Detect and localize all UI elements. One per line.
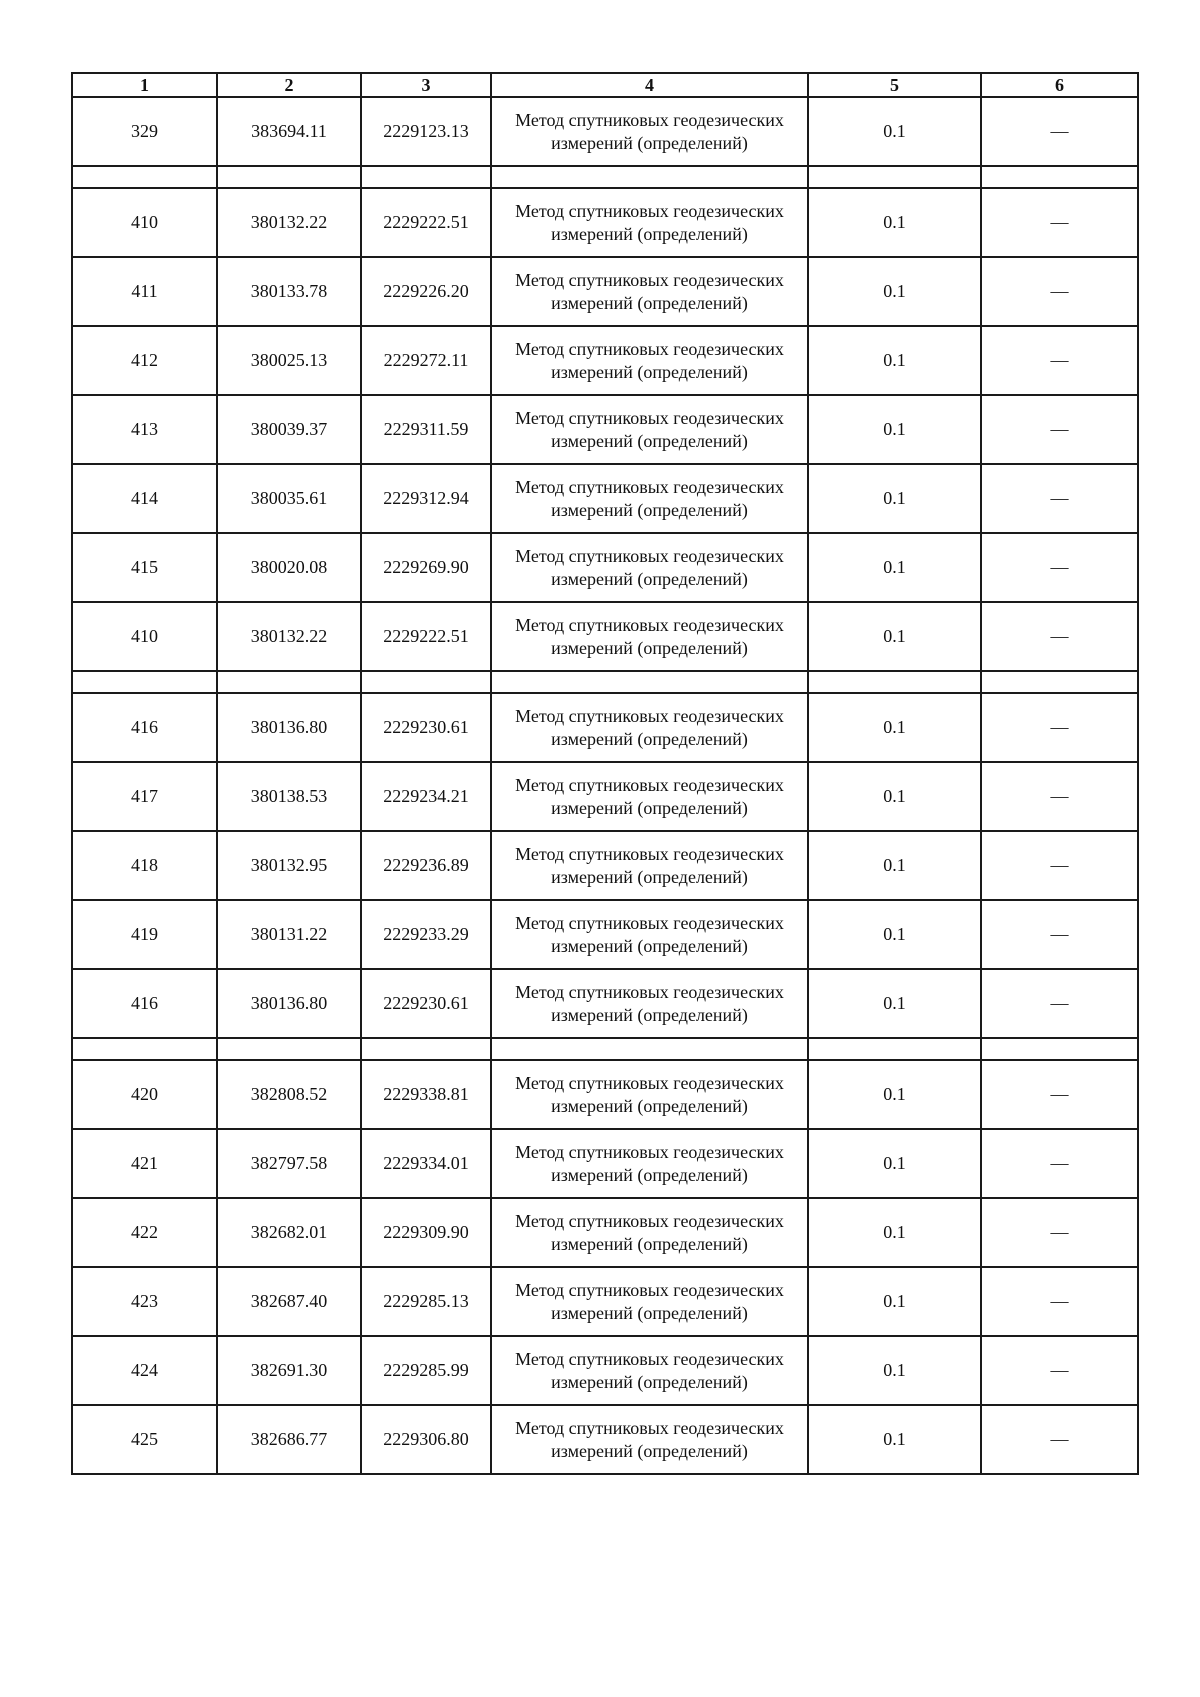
- note-cell: —: [981, 533, 1138, 602]
- empty-cell: [491, 1038, 808, 1060]
- empty-cell: [361, 166, 491, 188]
- point-number-cell: 410: [72, 602, 217, 671]
- empty-cell: [72, 166, 217, 188]
- empty-cell: [808, 671, 981, 693]
- point-number-cell: 415: [72, 533, 217, 602]
- empty-cell: [808, 166, 981, 188]
- header-cell-1: 1: [72, 73, 217, 97]
- x-coordinate-cell: 380133.78: [217, 257, 361, 326]
- table-row: [72, 969, 1138, 1038]
- note-cell: —: [981, 1336, 1138, 1405]
- note-cell: —: [981, 188, 1138, 257]
- method-cell: Метод спутниковых геодезических измерений (определений): [491, 1405, 808, 1474]
- table-row: [72, 395, 1138, 464]
- note-cell: —: [981, 1129, 1138, 1198]
- x-coordinate-cell: 380020.08: [217, 533, 361, 602]
- note-cell: —: [981, 326, 1138, 395]
- method-cell: Метод спутниковых геодезических измерений (определений): [491, 257, 808, 326]
- empty-cell: [361, 1038, 491, 1060]
- blank-separator-row: [72, 166, 1138, 188]
- y-coordinate-cell: 2229311.59: [361, 395, 491, 464]
- table-row: [72, 602, 1138, 671]
- x-coordinate-cell: 380132.95: [217, 831, 361, 900]
- point-number-cell: 411: [72, 257, 217, 326]
- empty-cell: [491, 166, 808, 188]
- table-row: [72, 693, 1138, 762]
- point-number-cell: 420: [72, 1060, 217, 1129]
- y-coordinate-cell: 2229123.13: [361, 97, 491, 166]
- point-number-cell: 423: [72, 1267, 217, 1336]
- x-coordinate-cell: 383694.11: [217, 97, 361, 166]
- table-row: [72, 1198, 1138, 1267]
- point-number-cell: 412: [72, 326, 217, 395]
- point-number-cell: 416: [72, 969, 217, 1038]
- empty-cell: [217, 671, 361, 693]
- method-cell: Метод спутниковых геодезических измерений (определений): [491, 969, 808, 1038]
- point-number-cell: 413: [72, 395, 217, 464]
- note-cell: —: [981, 97, 1138, 166]
- x-coordinate-cell: 382686.77: [217, 1405, 361, 1474]
- header-cell-4: 4: [491, 73, 808, 97]
- method-cell: Метод спутниковых геодезических измерений (определений): [491, 188, 808, 257]
- table-row: [72, 533, 1138, 602]
- point-number-cell: 425: [72, 1405, 217, 1474]
- x-coordinate-cell: 382682.01: [217, 1198, 361, 1267]
- table-row: [72, 1060, 1138, 1129]
- y-coordinate-cell: 2229233.29: [361, 900, 491, 969]
- y-coordinate-cell: 2229285.13: [361, 1267, 491, 1336]
- table-row: [72, 257, 1138, 326]
- blank-separator-row: [72, 671, 1138, 693]
- point-number-cell: 414: [72, 464, 217, 533]
- accuracy-cell: 0.1: [808, 1405, 981, 1474]
- note-cell: —: [981, 257, 1138, 326]
- header-row: [72, 73, 1138, 97]
- accuracy-cell: 0.1: [808, 762, 981, 831]
- point-number-cell: 410: [72, 188, 217, 257]
- x-coordinate-cell: 380039.37: [217, 395, 361, 464]
- y-coordinate-cell: 2229309.90: [361, 1198, 491, 1267]
- header-cell-2: 2: [217, 73, 361, 97]
- x-coordinate-cell: 380138.53: [217, 762, 361, 831]
- y-coordinate-cell: 2229236.89: [361, 831, 491, 900]
- blank-separator-row: [72, 1038, 1138, 1060]
- note-cell: —: [981, 1060, 1138, 1129]
- accuracy-cell: 0.1: [808, 533, 981, 602]
- empty-cell: [72, 671, 217, 693]
- y-coordinate-cell: 2229306.80: [361, 1405, 491, 1474]
- point-number-cell: 416: [72, 693, 217, 762]
- empty-cell: [361, 671, 491, 693]
- x-coordinate-cell: 382808.52: [217, 1060, 361, 1129]
- x-coordinate-cell: 382687.40: [217, 1267, 361, 1336]
- accuracy-cell: 0.1: [808, 1267, 981, 1336]
- point-number-cell: 424: [72, 1336, 217, 1405]
- accuracy-cell: 0.1: [808, 1336, 981, 1405]
- empty-cell: [981, 1038, 1138, 1060]
- table-header: [72, 73, 1138, 97]
- header-cell-5: 5: [808, 73, 981, 97]
- empty-cell: [217, 1038, 361, 1060]
- accuracy-cell: 0.1: [808, 188, 981, 257]
- y-coordinate-cell: 2229334.01: [361, 1129, 491, 1198]
- empty-cell: [72, 1038, 217, 1060]
- accuracy-cell: 0.1: [808, 257, 981, 326]
- table-row: [72, 1336, 1138, 1405]
- note-cell: —: [981, 900, 1138, 969]
- method-cell: Метод спутниковых геодезических измерений (определений): [491, 1060, 808, 1129]
- accuracy-cell: 0.1: [808, 900, 981, 969]
- note-cell: —: [981, 395, 1138, 464]
- y-coordinate-cell: 2229312.94: [361, 464, 491, 533]
- note-cell: —: [981, 1405, 1138, 1474]
- y-coordinate-cell: 2229269.90: [361, 533, 491, 602]
- coordinates-table: [71, 72, 1139, 1475]
- table-row: [72, 1129, 1138, 1198]
- accuracy-cell: 0.1: [808, 326, 981, 395]
- accuracy-cell: 0.1: [808, 693, 981, 762]
- table-row: [72, 831, 1138, 900]
- method-cell: Метод спутниковых геодезических измерений (определений): [491, 395, 808, 464]
- note-cell: —: [981, 602, 1138, 671]
- accuracy-cell: 0.1: [808, 831, 981, 900]
- empty-cell: [981, 671, 1138, 693]
- x-coordinate-cell: 382691.30: [217, 1336, 361, 1405]
- accuracy-cell: 0.1: [808, 464, 981, 533]
- accuracy-cell: 0.1: [808, 395, 981, 464]
- x-coordinate-cell: 380132.22: [217, 602, 361, 671]
- table-row: [72, 188, 1138, 257]
- method-cell: Метод спутниковых геодезических измерений (определений): [491, 1267, 808, 1336]
- note-cell: —: [981, 464, 1138, 533]
- y-coordinate-cell: 2229222.51: [361, 602, 491, 671]
- header-cell-6: 6: [981, 73, 1138, 97]
- table-row: [72, 464, 1138, 533]
- accuracy-cell: 0.1: [808, 1060, 981, 1129]
- x-coordinate-cell: 382797.58: [217, 1129, 361, 1198]
- accuracy-cell: 0.1: [808, 97, 981, 166]
- table-row: [72, 326, 1138, 395]
- y-coordinate-cell: 2229230.61: [361, 969, 491, 1038]
- y-coordinate-cell: 2229230.61: [361, 693, 491, 762]
- y-coordinate-cell: 2229285.99: [361, 1336, 491, 1405]
- header-cell-3: 3: [361, 73, 491, 97]
- accuracy-cell: 0.1: [808, 602, 981, 671]
- table-body: [72, 97, 1138, 1474]
- empty-cell: [491, 671, 808, 693]
- accuracy-cell: 0.1: [808, 1129, 981, 1198]
- method-cell: Метод спутниковых геодезических измерений (определений): [491, 602, 808, 671]
- note-cell: —: [981, 831, 1138, 900]
- x-coordinate-cell: 380131.22: [217, 900, 361, 969]
- note-cell: —: [981, 1267, 1138, 1336]
- x-coordinate-cell: 380136.80: [217, 969, 361, 1038]
- method-cell: Метод спутниковых геодезических измерений (определений): [491, 1198, 808, 1267]
- method-cell: Метод спутниковых геодезических измерений (определений): [491, 1336, 808, 1405]
- y-coordinate-cell: 2229338.81: [361, 1060, 491, 1129]
- y-coordinate-cell: 2229222.51: [361, 188, 491, 257]
- method-cell: Метод спутниковых геодезических измерений (определений): [491, 900, 808, 969]
- accuracy-cell: 0.1: [808, 969, 981, 1038]
- x-coordinate-cell: 380136.80: [217, 693, 361, 762]
- empty-cell: [808, 1038, 981, 1060]
- point-number-cell: 329: [72, 97, 217, 166]
- method-cell: Метод спутниковых геодезических измерений (определений): [491, 326, 808, 395]
- table-row: [72, 1405, 1138, 1474]
- y-coordinate-cell: 2229234.21: [361, 762, 491, 831]
- point-number-cell: 417: [72, 762, 217, 831]
- method-cell: Метод спутниковых геодезических измерений (определений): [491, 533, 808, 602]
- y-coordinate-cell: 2229226.20: [361, 257, 491, 326]
- note-cell: —: [981, 762, 1138, 831]
- empty-cell: [217, 166, 361, 188]
- table-row: [72, 97, 1138, 166]
- note-cell: —: [981, 693, 1138, 762]
- empty-cell: [981, 166, 1138, 188]
- method-cell: Метод спутниковых геодезических измерений (определений): [491, 831, 808, 900]
- x-coordinate-cell: 380132.22: [217, 188, 361, 257]
- method-cell: Метод спутниковых геодезических измерений (определений): [491, 693, 808, 762]
- point-number-cell: 422: [72, 1198, 217, 1267]
- x-coordinate-cell: 380025.13: [217, 326, 361, 395]
- accuracy-cell: 0.1: [808, 1198, 981, 1267]
- y-coordinate-cell: 2229272.11: [361, 326, 491, 395]
- table-row: [72, 762, 1138, 831]
- method-cell: Метод спутниковых геодезических измерений (определений): [491, 97, 808, 166]
- note-cell: —: [981, 969, 1138, 1038]
- point-number-cell: 419: [72, 900, 217, 969]
- x-coordinate-cell: 380035.61: [217, 464, 361, 533]
- note-cell: —: [981, 1198, 1138, 1267]
- method-cell: Метод спутниковых геодезических измерений (определений): [491, 464, 808, 533]
- method-cell: Метод спутниковых геодезических измерений (определений): [491, 762, 808, 831]
- method-cell: Метод спутниковых геодезических измерений (определений): [491, 1129, 808, 1198]
- table-row: [72, 1267, 1138, 1336]
- table-row: [72, 900, 1138, 969]
- point-number-cell: 421: [72, 1129, 217, 1198]
- point-number-cell: 418: [72, 831, 217, 900]
